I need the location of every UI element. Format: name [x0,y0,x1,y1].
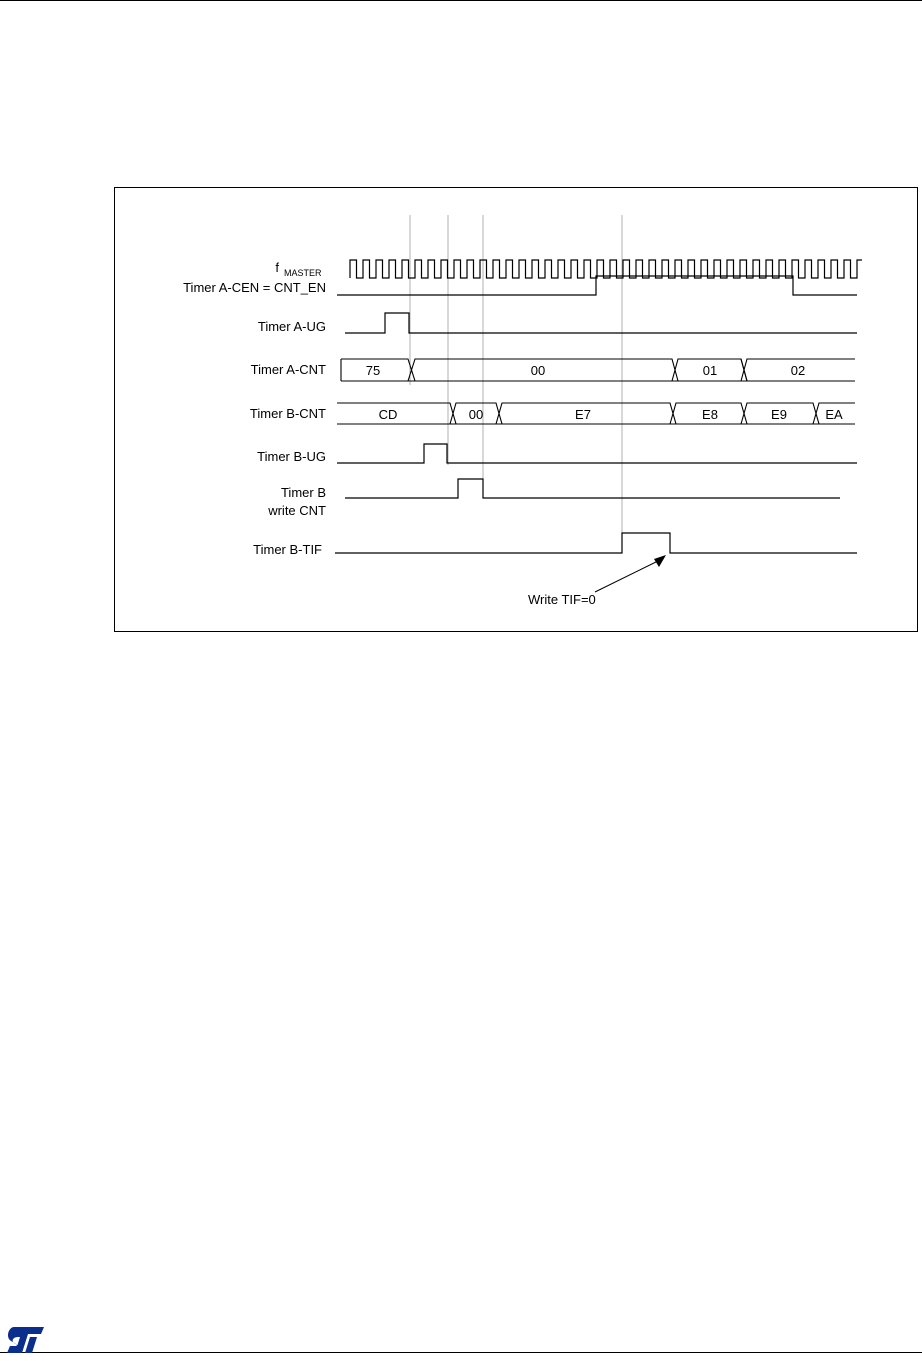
label-timer-b-ug: Timer B-UG [257,449,326,464]
timer-b-ug-waveform [337,444,857,463]
timer-a-cnt-bus [341,359,855,381]
label-fmaster-sub: MASTER [284,268,322,278]
timer-b-cnt-value-3: E8 [702,407,718,422]
label-timer-b-cnt: Timer B-CNT [249,406,326,421]
timer-a-ug-waveform [345,313,857,333]
timer-a-cnt-value-1: 00 [530,363,546,378]
timer-b-cnt-value-0: CD [378,407,398,422]
fmaster-clock-waveform [350,260,862,278]
label-timer-a-cen: Timer A-CEN = CNT_EN [183,280,326,295]
timer-b-cnt-value-2: E7 [575,407,591,422]
timer-b-cnt-value-1: 00 [468,407,484,422]
timer-b-cnt-value-5: EA [825,407,843,422]
footer-rule [0,1352,922,1353]
st-logo-icon [6,1325,46,1355]
label-fmaster: f [275,260,279,275]
label-timer-a-ug: Timer A-UG [257,319,326,334]
timer-a-cnt-value-2: 01 [702,363,718,378]
write-tif-annotation: Write TIF=0 [528,592,596,607]
timer-a-cnt-value-0: 75 [365,363,381,378]
label-timer-a-cnt: Timer A-CNT [250,362,326,377]
label-timer-b-write-cnt-2: write CNT [268,503,326,518]
timer-a-cen-waveform [337,276,857,295]
timer-b-cnt-value-4: E9 [771,407,787,422]
label-timer-b-write-cnt-1: Timer B [280,485,326,500]
timer-a-cnt-value-3: 02 [790,363,806,378]
label-timer-b-tif: Timer B-TIF [253,542,322,557]
timer-b-tif-waveform [335,533,857,553]
timer-b-write-cnt-waveform [345,479,840,498]
write-tif-arrow [595,555,666,592]
